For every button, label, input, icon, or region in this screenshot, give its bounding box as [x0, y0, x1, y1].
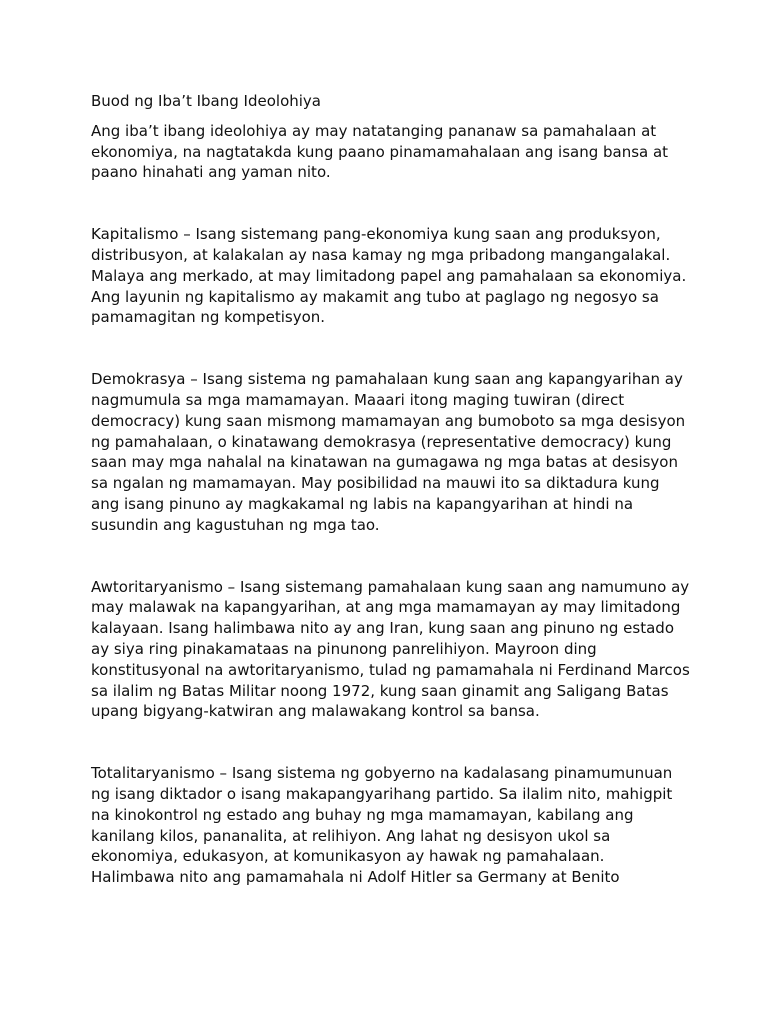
section-demokrasya: [91, 369, 691, 535]
section-paragraph: Totalitaryanismo – Isang sistema ng gobyerno na kadalasang pinamumunuan ng isang diktador o isang makapangyarihang partido. Sa ilalim nito, mahigpit na kinokontrol ng estado ang buhay ng mga mamamayan, kabilang ang kanilang kilos, pananalita, at relihiyon. Ang lahat ng desisyon ukol sa ekonomiya, edukasyon, at komunikasyon ay hawak ng pamahalaan. Halimbawa nito ang pamamahala ni Adolf Hitler sa Germany at Benito: [91, 764, 673, 887]
section-kapitalismo: [91, 224, 691, 328]
section-paragraph: Demokrasya – Isang sistema ng pamahalaan kung saan ang kapangyarihan ay nagmumula sa mga mamamayan. Maaari itong maging tuwiran (direct democracy) kung saan mismong mamamayan ang bumoboto sa mga desisyon ng pamahalaan, o kinatawang demokrasya (representative democracy) kung saan may mga nahalal na kinatawan na gumagawa ng mga batas at desisyon sa ngalan ng mamamayan. May posibilidad na mauwi ito sa diktadura kung ang isang pinuno ay magkakamal ng labis na kapangyarihan at hindi na susundin ang kagustuhan ng mga tao.: [91, 370, 686, 534]
section-awtoritaryanismo: [91, 577, 691, 723]
intro-paragraph: Ang iba’t ibang ideolohiya ay may natatanging pananaw sa pamahalaan at ekonomiya, na nagtatakda kung paano pinamamahalaan ang isang bansa at paano hinahati ang yaman nito.: [91, 121, 669, 182]
document-body: [91, 91, 691, 888]
section-totalitaryanismo: [91, 763, 691, 888]
section-paragraph: Awtoritaryanismo – Isang sistemang pamahalaan kung saan ang namumuno ay may malawak na kapangyarihan, at ang mga mamamayan ay may limitadong kalayaan. Isang halimbawa nito ay ang Iran, kung saan ang pinuno ng estado ay siya ring pinakamataas na pinunong panrelihiyon. Mayroon ding konstitusyonal na awtoritaryanismo, tulad ng pamamahala ni Ferdinand Marcos sa ilalim ng Batas Militar noong 1972, kung saan ginamit ang Saligang Batas upang bigyang-katwiran ang malawakang kontrol sa bansa.: [91, 577, 690, 721]
section-paragraph: Kapitalismo – Isang sistemang pang-ekonomiya kung saan ang produksyon, distribusyon, at kalakalan ay nasa kamay ng mga pribadong mangangalakal. Malaya ang merkado, at may limitadong papel ang pamahalaan sa ekonomiya. Ang layunin ng kapitalismo ay makamit ang tubo at paglago ng negosyo sa pamamagitan ng kompetisyon.: [91, 225, 687, 327]
document-title: Buod ng Iba’t Ibang Ideolohiya: [91, 92, 321, 110]
